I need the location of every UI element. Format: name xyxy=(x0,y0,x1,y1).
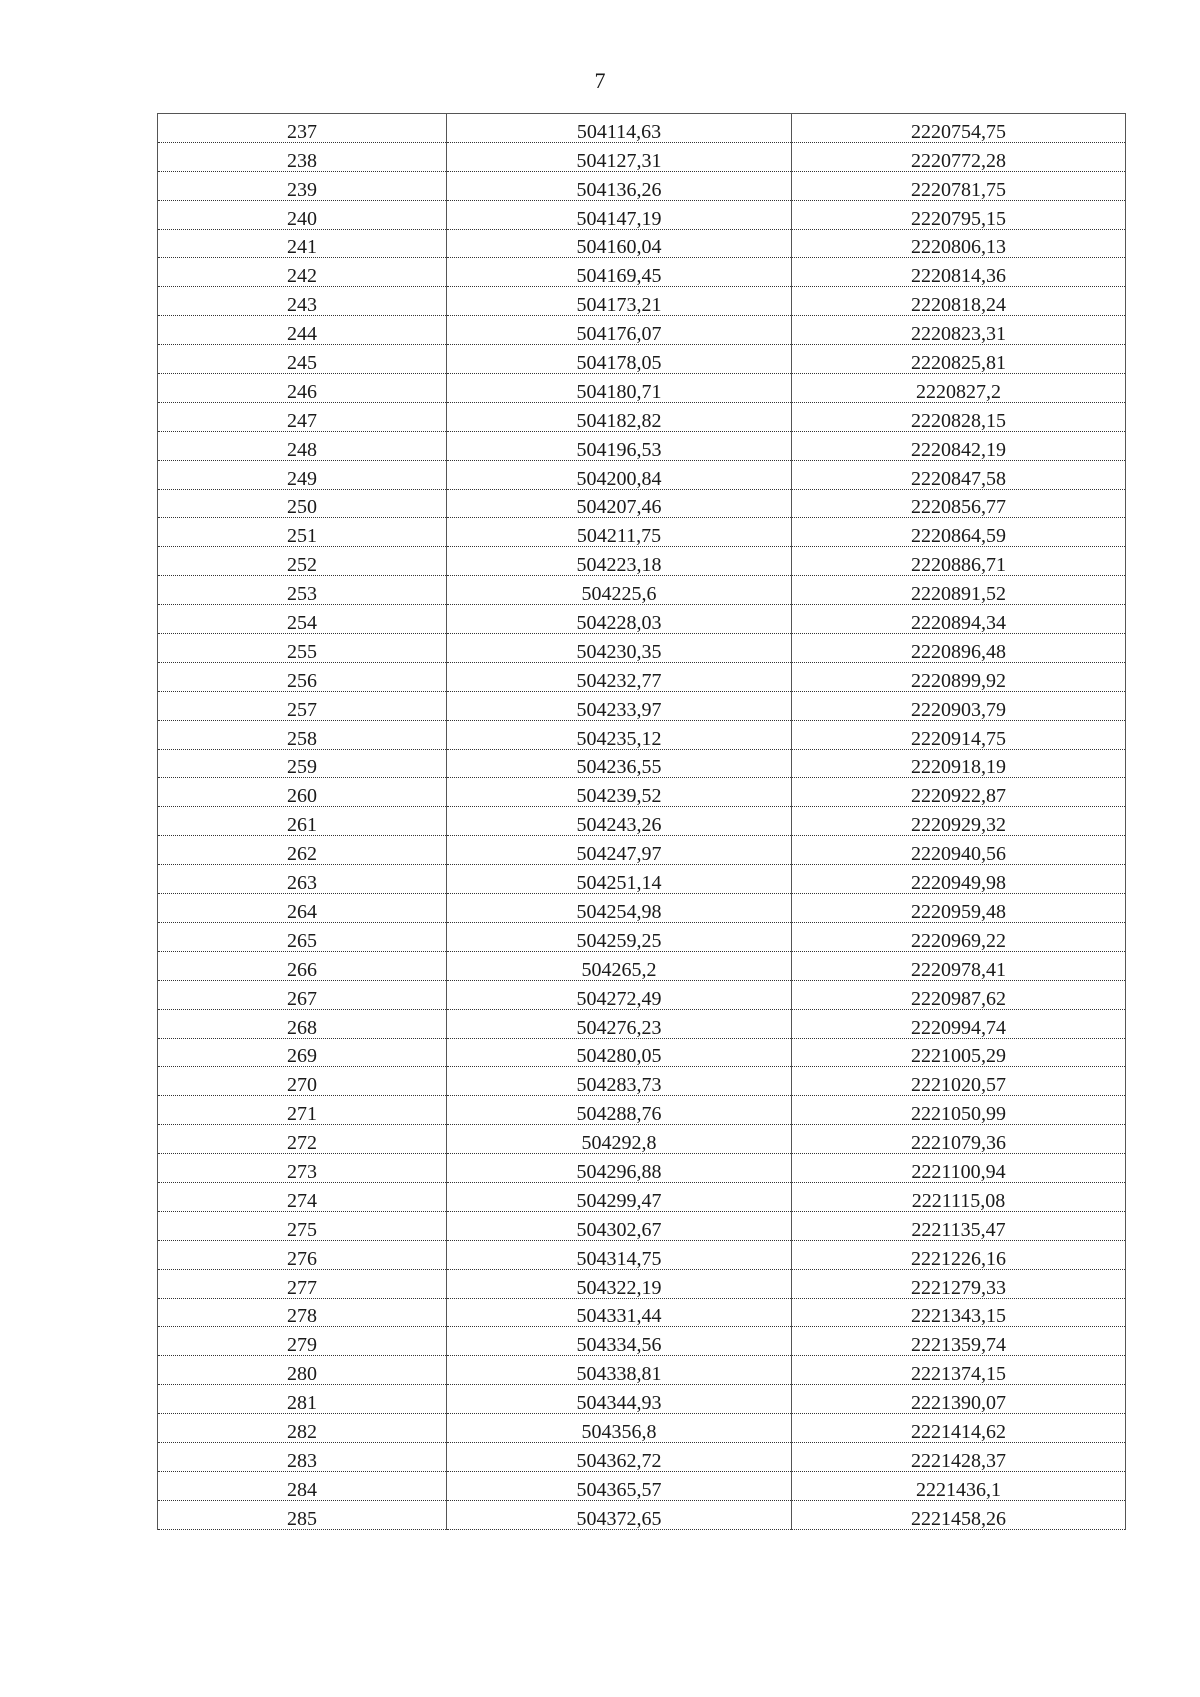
y-coordinate-cell: 2220827,2 xyxy=(792,374,1126,403)
coordinates-table-body xyxy=(158,114,1126,1530)
y-coordinate-cell: 2220795,15 xyxy=(792,200,1126,229)
x-coordinate-cell: 504230,35 xyxy=(447,634,792,663)
table-row xyxy=(158,1154,1126,1183)
x-coordinate-cell: 504259,25 xyxy=(447,922,792,951)
x-coordinate-cell: 504283,73 xyxy=(447,1067,792,1096)
y-coordinate-cell: 2220823,31 xyxy=(792,316,1126,345)
point-number-cell: 283 xyxy=(158,1442,447,1471)
y-coordinate-cell: 2220825,81 xyxy=(792,345,1126,374)
y-coordinate-cell: 2220969,22 xyxy=(792,922,1126,951)
table-row xyxy=(158,1211,1126,1240)
x-coordinate-cell: 504233,97 xyxy=(447,691,792,720)
y-coordinate-cell: 2221390,07 xyxy=(792,1385,1126,1414)
y-coordinate-cell: 2221458,26 xyxy=(792,1500,1126,1529)
table-row xyxy=(158,460,1126,489)
table-row xyxy=(158,1038,1126,1067)
table-row xyxy=(158,142,1126,171)
x-coordinate-cell: 504236,55 xyxy=(447,749,792,778)
table-row xyxy=(158,720,1126,749)
point-number-cell: 281 xyxy=(158,1385,447,1414)
y-coordinate-cell: 2220772,28 xyxy=(792,142,1126,171)
point-number-cell: 254 xyxy=(158,605,447,634)
point-number-cell: 253 xyxy=(158,576,447,605)
point-number-cell: 242 xyxy=(158,258,447,287)
point-number-cell: 280 xyxy=(158,1356,447,1385)
y-coordinate-cell: 2221050,99 xyxy=(792,1096,1126,1125)
x-coordinate-cell: 504372,65 xyxy=(447,1500,792,1529)
table-row xyxy=(158,431,1126,460)
table-row xyxy=(158,1240,1126,1269)
y-coordinate-cell: 2221115,08 xyxy=(792,1182,1126,1211)
y-coordinate-cell: 2220886,71 xyxy=(792,547,1126,576)
point-number-cell: 273 xyxy=(158,1154,447,1183)
table-row xyxy=(158,980,1126,1009)
coordinates-table xyxy=(157,113,1126,1530)
point-number-cell: 267 xyxy=(158,980,447,1009)
table-row xyxy=(158,1298,1126,1327)
x-coordinate-cell: 504178,05 xyxy=(447,345,792,374)
table-row xyxy=(158,1096,1126,1125)
x-coordinate-cell: 504276,23 xyxy=(447,1009,792,1038)
table-row xyxy=(158,547,1126,576)
y-coordinate-cell: 2220929,32 xyxy=(792,807,1126,836)
point-number-cell: 278 xyxy=(158,1298,447,1327)
point-number-cell: 243 xyxy=(158,287,447,316)
x-coordinate-cell: 504338,81 xyxy=(447,1356,792,1385)
table-row xyxy=(158,865,1126,894)
y-coordinate-cell: 2221428,37 xyxy=(792,1442,1126,1471)
point-number-cell: 237 xyxy=(158,114,447,143)
table-row xyxy=(158,951,1126,980)
x-coordinate-cell: 504334,56 xyxy=(447,1327,792,1356)
y-coordinate-cell: 2220847,58 xyxy=(792,460,1126,489)
x-coordinate-cell: 504344,93 xyxy=(447,1385,792,1414)
x-coordinate-cell: 504272,49 xyxy=(447,980,792,1009)
point-number-cell: 263 xyxy=(158,865,447,894)
table-row xyxy=(158,749,1126,778)
y-coordinate-cell: 2220894,34 xyxy=(792,605,1126,634)
x-coordinate-cell: 504176,07 xyxy=(447,316,792,345)
x-coordinate-cell: 504280,05 xyxy=(447,1038,792,1067)
x-coordinate-cell: 504225,6 xyxy=(447,576,792,605)
x-coordinate-cell: 504173,21 xyxy=(447,287,792,316)
table-row xyxy=(158,894,1126,923)
x-coordinate-cell: 504265,2 xyxy=(447,951,792,980)
x-coordinate-cell: 504160,04 xyxy=(447,229,792,258)
point-number-cell: 252 xyxy=(158,547,447,576)
x-coordinate-cell: 504196,53 xyxy=(447,431,792,460)
point-number-cell: 247 xyxy=(158,402,447,431)
table-row xyxy=(158,345,1126,374)
point-number-cell: 282 xyxy=(158,1414,447,1443)
point-number-cell: 268 xyxy=(158,1009,447,1038)
y-coordinate-cell: 2220922,87 xyxy=(792,778,1126,807)
x-coordinate-cell: 504239,52 xyxy=(447,778,792,807)
y-coordinate-cell: 2220806,13 xyxy=(792,229,1126,258)
x-coordinate-cell: 504288,76 xyxy=(447,1096,792,1125)
table-row xyxy=(158,634,1126,663)
table-row xyxy=(158,518,1126,547)
point-number-cell: 266 xyxy=(158,951,447,980)
table-row xyxy=(158,1067,1126,1096)
x-coordinate-cell: 504314,75 xyxy=(447,1240,792,1269)
table-row xyxy=(158,171,1126,200)
y-coordinate-cell: 2221005,29 xyxy=(792,1038,1126,1067)
point-number-cell: 264 xyxy=(158,894,447,923)
x-coordinate-cell: 504365,57 xyxy=(447,1471,792,1500)
point-number-cell: 239 xyxy=(158,171,447,200)
y-coordinate-cell: 2221343,15 xyxy=(792,1298,1126,1327)
x-coordinate-cell: 504356,8 xyxy=(447,1414,792,1443)
point-number-cell: 272 xyxy=(158,1125,447,1154)
y-coordinate-cell: 2221436,1 xyxy=(792,1471,1126,1500)
table-row xyxy=(158,1327,1126,1356)
y-coordinate-cell: 2220828,15 xyxy=(792,402,1126,431)
x-coordinate-cell: 504114,63 xyxy=(447,114,792,143)
y-coordinate-cell: 2221279,33 xyxy=(792,1269,1126,1298)
y-coordinate-cell: 2221374,15 xyxy=(792,1356,1126,1385)
y-coordinate-cell: 2220896,48 xyxy=(792,634,1126,663)
table-row xyxy=(158,1471,1126,1500)
point-number-cell: 240 xyxy=(158,200,447,229)
point-number-cell: 285 xyxy=(158,1500,447,1529)
y-coordinate-cell: 2220914,75 xyxy=(792,720,1126,749)
y-coordinate-cell: 2221020,57 xyxy=(792,1067,1126,1096)
x-coordinate-cell: 504251,14 xyxy=(447,865,792,894)
y-coordinate-cell: 2220940,56 xyxy=(792,836,1126,865)
table-row xyxy=(158,576,1126,605)
point-number-cell: 245 xyxy=(158,345,447,374)
y-coordinate-cell: 2220987,62 xyxy=(792,980,1126,1009)
point-number-cell: 270 xyxy=(158,1067,447,1096)
y-coordinate-cell: 2221100,94 xyxy=(792,1154,1126,1183)
y-coordinate-cell: 2220891,52 xyxy=(792,576,1126,605)
y-coordinate-cell: 2220864,59 xyxy=(792,518,1126,547)
y-coordinate-cell: 2220814,36 xyxy=(792,258,1126,287)
x-coordinate-cell: 504296,88 xyxy=(447,1154,792,1183)
x-coordinate-cell: 504232,77 xyxy=(447,662,792,691)
table-row xyxy=(158,287,1126,316)
table-row xyxy=(158,778,1126,807)
table-row xyxy=(158,316,1126,345)
y-coordinate-cell: 2220994,74 xyxy=(792,1009,1126,1038)
point-number-cell: 265 xyxy=(158,922,447,951)
x-coordinate-cell: 504362,72 xyxy=(447,1442,792,1471)
x-coordinate-cell: 504127,31 xyxy=(447,142,792,171)
table-row xyxy=(158,1125,1126,1154)
point-number-cell: 257 xyxy=(158,691,447,720)
y-coordinate-cell: 2220903,79 xyxy=(792,691,1126,720)
point-number-cell: 279 xyxy=(158,1327,447,1356)
x-coordinate-cell: 504331,44 xyxy=(447,1298,792,1327)
y-coordinate-cell: 2220856,77 xyxy=(792,489,1126,518)
table-row xyxy=(158,836,1126,865)
table-row xyxy=(158,200,1126,229)
point-number-cell: 241 xyxy=(158,229,447,258)
point-number-cell: 255 xyxy=(158,634,447,663)
point-number-cell: 277 xyxy=(158,1269,447,1298)
table-row xyxy=(158,489,1126,518)
table-row xyxy=(158,605,1126,634)
point-number-cell: 261 xyxy=(158,807,447,836)
x-coordinate-cell: 504247,97 xyxy=(447,836,792,865)
table-row xyxy=(158,1442,1126,1471)
table-row xyxy=(158,1414,1126,1443)
x-coordinate-cell: 504207,46 xyxy=(447,489,792,518)
y-coordinate-cell: 2220842,19 xyxy=(792,431,1126,460)
page-number: 7 xyxy=(594,68,606,93)
y-coordinate-cell: 2221079,36 xyxy=(792,1125,1126,1154)
y-coordinate-cell: 2220978,41 xyxy=(792,951,1126,980)
x-coordinate-cell: 504292,8 xyxy=(447,1125,792,1154)
point-number-cell: 259 xyxy=(158,749,447,778)
x-coordinate-cell: 504243,26 xyxy=(447,807,792,836)
y-coordinate-cell: 2220899,92 xyxy=(792,662,1126,691)
y-coordinate-cell: 2221414,62 xyxy=(792,1414,1126,1443)
table-row xyxy=(158,807,1126,836)
x-coordinate-cell: 504182,82 xyxy=(447,402,792,431)
y-coordinate-cell: 2221226,16 xyxy=(792,1240,1126,1269)
x-coordinate-cell: 504228,03 xyxy=(447,605,792,634)
table-row xyxy=(158,258,1126,287)
y-coordinate-cell: 2220949,98 xyxy=(792,865,1126,894)
table-row xyxy=(158,922,1126,951)
table-row xyxy=(158,1182,1126,1211)
y-coordinate-cell: 2220818,24 xyxy=(792,287,1126,316)
table-row xyxy=(158,114,1126,143)
y-coordinate-cell: 2221359,74 xyxy=(792,1327,1126,1356)
x-coordinate-cell: 504235,12 xyxy=(447,720,792,749)
table-row xyxy=(158,1269,1126,1298)
y-coordinate-cell: 2221135,47 xyxy=(792,1211,1126,1240)
x-coordinate-cell: 504223,18 xyxy=(447,547,792,576)
x-coordinate-cell: 504180,71 xyxy=(447,374,792,403)
y-coordinate-cell: 2220781,75 xyxy=(792,171,1126,200)
x-coordinate-cell: 504322,19 xyxy=(447,1269,792,1298)
y-coordinate-cell: 2220754,75 xyxy=(792,114,1126,143)
y-coordinate-cell: 2220959,48 xyxy=(792,894,1126,923)
point-number-cell: 250 xyxy=(158,489,447,518)
table-row xyxy=(158,402,1126,431)
point-number-cell: 284 xyxy=(158,1471,447,1500)
x-coordinate-cell: 504200,84 xyxy=(447,460,792,489)
table-row xyxy=(158,1385,1126,1414)
table-row xyxy=(158,662,1126,691)
point-number-cell: 258 xyxy=(158,720,447,749)
table-row xyxy=(158,1500,1126,1529)
point-number-cell: 244 xyxy=(158,316,447,345)
point-number-cell: 238 xyxy=(158,142,447,171)
point-number-cell: 249 xyxy=(158,460,447,489)
x-coordinate-cell: 504211,75 xyxy=(447,518,792,547)
x-coordinate-cell: 504147,19 xyxy=(447,200,792,229)
x-coordinate-cell: 504169,45 xyxy=(447,258,792,287)
point-number-cell: 248 xyxy=(158,431,447,460)
x-coordinate-cell: 504299,47 xyxy=(447,1182,792,1211)
table-row xyxy=(158,229,1126,258)
point-number-cell: 246 xyxy=(158,374,447,403)
y-coordinate-cell: 2220918,19 xyxy=(792,749,1126,778)
point-number-cell: 262 xyxy=(158,836,447,865)
x-coordinate-cell: 504136,26 xyxy=(447,171,792,200)
table-row xyxy=(158,691,1126,720)
point-number-cell: 275 xyxy=(158,1211,447,1240)
point-number-cell: 276 xyxy=(158,1240,447,1269)
x-coordinate-cell: 504302,67 xyxy=(447,1211,792,1240)
point-number-cell: 251 xyxy=(158,518,447,547)
point-number-cell: 256 xyxy=(158,662,447,691)
point-number-cell: 260 xyxy=(158,778,447,807)
point-number-cell: 271 xyxy=(158,1096,447,1125)
table-row xyxy=(158,1009,1126,1038)
table-row xyxy=(158,1356,1126,1385)
x-coordinate-cell: 504254,98 xyxy=(447,894,792,923)
table-row xyxy=(158,374,1126,403)
point-number-cell: 274 xyxy=(158,1182,447,1211)
point-number-cell: 269 xyxy=(158,1038,447,1067)
